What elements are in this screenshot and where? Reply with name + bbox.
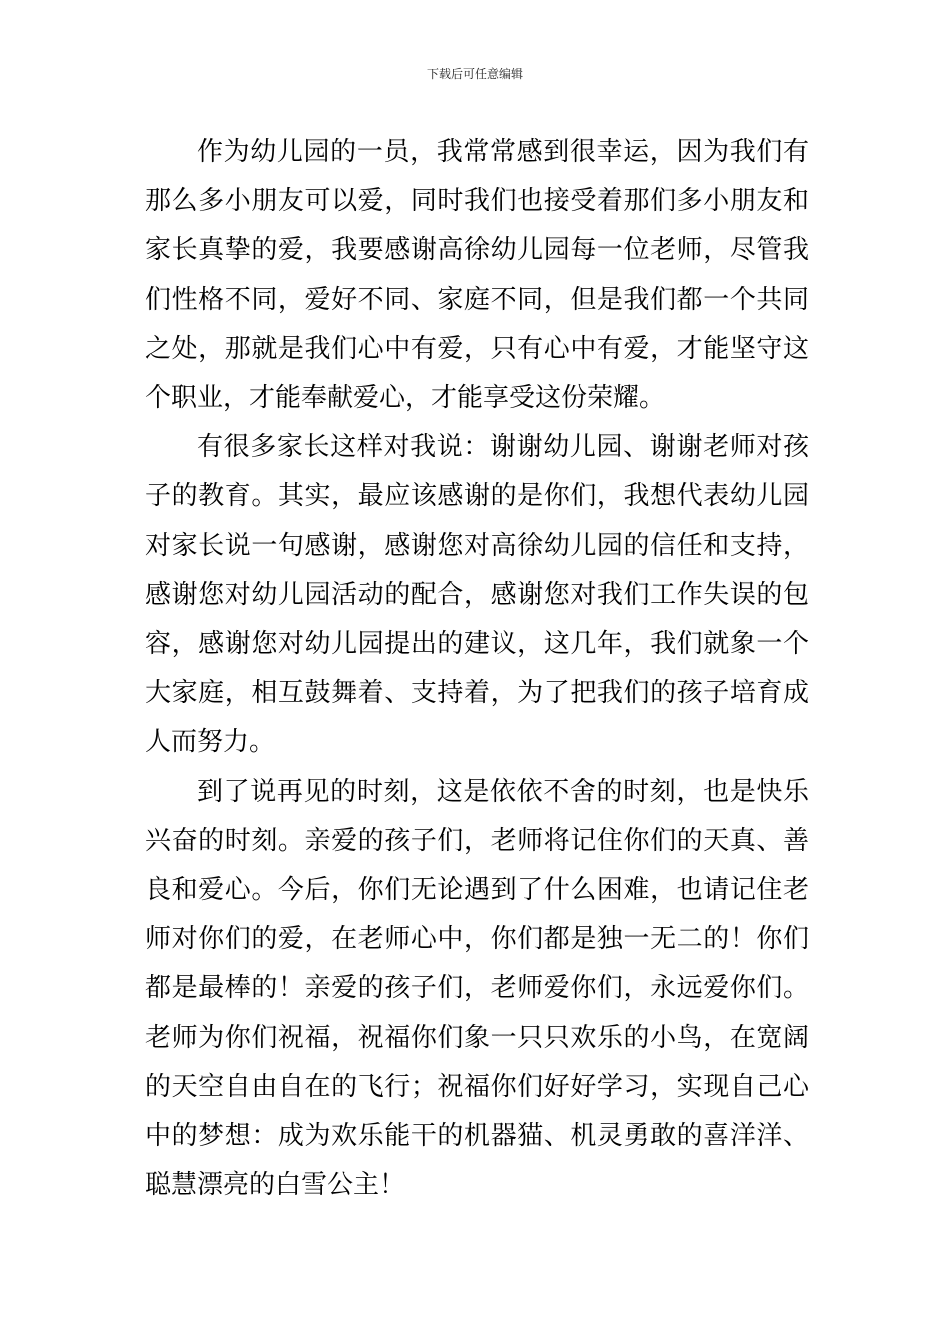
paragraph-1 [145, 128, 809, 423]
text-line: 大家庭，相互鼓舞着、支持着，为了把我们的孩子培育成 [145, 678, 809, 709]
text-line: 都是最棒的！亲爱的孩子们，老师爱你们，永远爱你们。 [145, 973, 809, 1004]
text-line: 良和爱心。今后，你们无论遇到了什么困难，也请记住老 [145, 875, 809, 906]
text-line: 兴奋的时刻。亲爱的孩子们，老师将记住你们的天真、善 [145, 825, 809, 856]
text-line: 有很多家长这样对我说：谢谢幼儿园、谢谢老师对孩 [197, 432, 809, 463]
page-header: 下载后可任意编辑 [426, 67, 523, 81]
text-line: 师对你们的爱，在老师心中，你们都是独一无二的！你们 [145, 924, 809, 955]
text-line: 们性格不同，爱好不同、家庭不同，但是我们都一个共同 [145, 284, 809, 315]
text-line: 人而努力。 [145, 727, 276, 758]
text-line: 子的教育。其实，最应该感谢的是你们，我想代表幼儿园 [145, 481, 809, 512]
text-line: 中的梦想：成为欢乐能干的机器猫、机灵勇敢的喜洋洋、 [145, 1121, 809, 1152]
text-line: 聪慧漂亮的白雪公主！ [145, 1170, 406, 1201]
text-line: 之处，那就是我们心中有爱，只有心中有爱，才能坚守这 [145, 333, 809, 364]
document-body [145, 128, 809, 1210]
paragraph-2 [145, 423, 809, 767]
text-line: 感谢您对幼儿园活动的配合，感谢您对我们工作失误的包 [145, 579, 809, 610]
text-line: 家长真挚的爱，我要感谢高徐幼儿园每一位老师，尽管我 [145, 235, 809, 266]
text-line: 对家长说一句感谢，感谢您对高徐幼儿园的信任和支持， [145, 530, 809, 561]
text-line: 容，感谢您对幼儿园提出的建议，这几年，我们就象一个 [145, 629, 809, 660]
text-line: 的天空自由自在的飞行；祝福你们好好学习，实现自己心 [145, 1071, 809, 1102]
paragraph-3 [145, 768, 809, 1211]
text-line: 个职业，才能奉献爱心，才能享受这份荣耀。 [145, 383, 666, 414]
text-line: 老师为你们祝福，祝福你们象一只只欢乐的小鸟，在宽阔 [145, 1022, 809, 1053]
text-line: 那么多小朋友可以爱，同时我们也接受着那们多小朋友和 [145, 186, 809, 217]
text-line: 到了说再见的时刻，这是依依不舍的时刻，也是快乐 [197, 776, 809, 807]
text-line: 作为幼儿园的一员，我常常感到很幸运，因为我们有 [197, 137, 809, 167]
